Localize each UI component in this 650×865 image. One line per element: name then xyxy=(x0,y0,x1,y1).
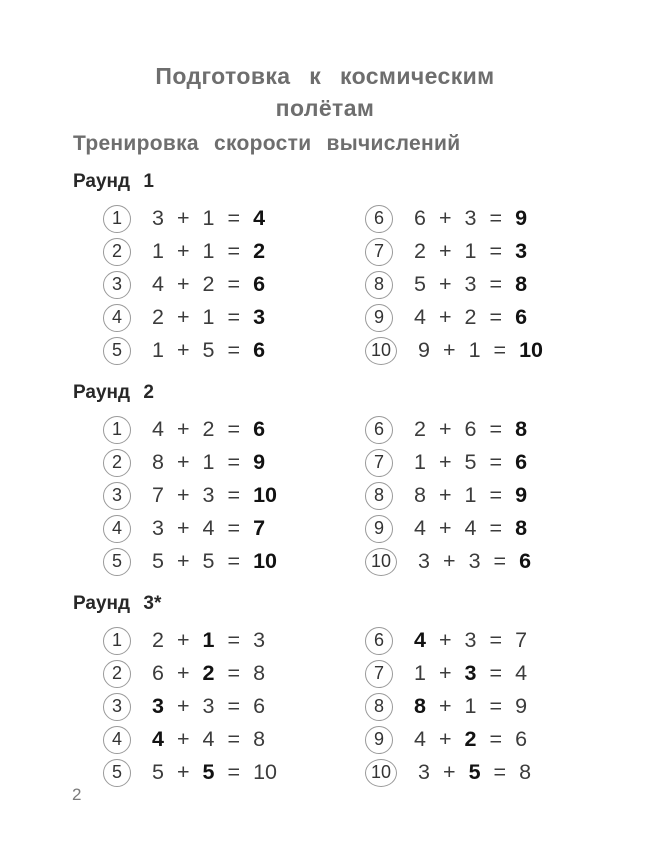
equation-term: 9 xyxy=(253,450,266,474)
equation xyxy=(414,305,527,330)
equation-term: = xyxy=(489,727,503,751)
equation-row xyxy=(335,202,650,235)
equation-row xyxy=(335,235,650,268)
equation-term: + xyxy=(176,417,190,441)
equation-term: 8 xyxy=(253,661,266,685)
round-2-section xyxy=(73,382,650,578)
equation-term: 1 xyxy=(152,239,164,263)
equation-term: 3 xyxy=(464,206,477,230)
equation xyxy=(152,549,277,574)
equation-term: 6 xyxy=(515,727,528,751)
item-number-circle: 6 xyxy=(365,416,393,444)
equation-term: + xyxy=(176,549,190,573)
equation-row xyxy=(335,624,650,657)
equation-term: 1 xyxy=(464,239,477,263)
equation xyxy=(152,516,265,541)
item-number-circle: 9 xyxy=(365,515,393,543)
equation-term: 5 xyxy=(414,272,426,296)
equation-term: 4 xyxy=(152,727,164,751)
equation-term: 8 xyxy=(152,450,164,474)
item-number-circle: 4 xyxy=(103,515,131,543)
equation-term: 1 xyxy=(202,305,215,329)
equation xyxy=(414,272,527,297)
equation-term: 3 xyxy=(152,206,164,230)
item-number-circle: 5 xyxy=(103,759,131,787)
equation xyxy=(414,628,527,653)
equation xyxy=(152,305,265,330)
equation xyxy=(152,694,265,719)
equation xyxy=(414,239,527,264)
equation xyxy=(152,417,265,442)
round-2-equations xyxy=(73,413,650,578)
equation xyxy=(414,450,527,475)
equation-row xyxy=(335,690,650,723)
equation-term: + xyxy=(443,549,456,573)
equation-term: 2 xyxy=(414,417,426,441)
equation-term: + xyxy=(438,628,452,652)
equation-term: 4 xyxy=(515,661,528,685)
equation-term: + xyxy=(438,272,452,296)
equation-term: 7 xyxy=(515,628,528,652)
equation-term: + xyxy=(176,760,190,784)
equation-term: 6 xyxy=(253,417,266,441)
equation-term: = xyxy=(493,338,507,362)
equation-term: 1 xyxy=(464,483,477,507)
equation-term: 2 xyxy=(202,417,215,441)
item-number-circle: 9 xyxy=(365,304,393,332)
item-number-circle: 2 xyxy=(103,449,131,477)
equation-term: 8 xyxy=(515,272,528,296)
item-number-circle: 5 xyxy=(103,337,131,365)
equation-term: 10 xyxy=(253,760,277,784)
item-number-circle: 10 xyxy=(365,548,397,576)
equation-term: 2 xyxy=(414,239,426,263)
equation-term: = xyxy=(227,694,241,718)
item-number-circle: 7 xyxy=(365,449,393,477)
equation-term: = xyxy=(227,727,241,751)
item-number-circle: 4 xyxy=(103,726,131,754)
equation-term: 8 xyxy=(253,727,266,751)
equation xyxy=(152,628,265,653)
equation-row xyxy=(335,413,650,446)
equation-term: + xyxy=(438,661,452,685)
equation-row xyxy=(73,268,335,301)
item-number-circle: 4 xyxy=(103,304,131,332)
equation-term: + xyxy=(176,516,190,540)
equation-row xyxy=(335,657,650,690)
equation-term: 3 xyxy=(515,239,528,263)
equation-term: = xyxy=(493,760,507,784)
equation-term: = xyxy=(227,338,241,362)
equation xyxy=(152,239,265,264)
equation-term: 7 xyxy=(152,483,164,507)
equation-term: 7 xyxy=(253,516,266,540)
equation xyxy=(152,483,277,508)
equation-term: 8 xyxy=(515,417,528,441)
equation-term: = xyxy=(489,417,503,441)
equation-term: = xyxy=(227,516,241,540)
equation xyxy=(418,549,531,574)
equation-term: 3 xyxy=(464,661,477,685)
equation xyxy=(152,272,265,297)
equation-term: 4 xyxy=(253,206,266,230)
page-subtitle: Тренировка скорости вычислений xyxy=(73,132,461,155)
equation-row xyxy=(335,545,650,578)
equation-term: = xyxy=(489,450,503,474)
equation-row xyxy=(335,723,650,756)
equation-term: 2 xyxy=(464,305,477,329)
equation-term: 3 xyxy=(253,628,266,652)
item-number-circle: 1 xyxy=(103,627,131,655)
equation-term: + xyxy=(438,727,452,751)
equation-row xyxy=(335,756,650,789)
item-number-circle: 7 xyxy=(365,660,393,688)
item-number-circle: 10 xyxy=(365,337,397,365)
equation-row xyxy=(73,413,335,446)
equation-term: = xyxy=(489,516,503,540)
page-title xyxy=(10,60,640,124)
equation-term: 4 xyxy=(152,272,164,296)
round-3-section xyxy=(73,593,650,789)
equation-term: + xyxy=(176,239,190,263)
item-number-circle: 8 xyxy=(365,693,393,721)
round-1-heading: Раунд 1 xyxy=(73,171,154,192)
equation-term: 3 xyxy=(253,305,266,329)
equation-term: + xyxy=(176,661,190,685)
equation xyxy=(418,338,543,363)
equation-term: 5 xyxy=(152,549,164,573)
equation-term: + xyxy=(438,417,452,441)
equation-term: = xyxy=(489,272,503,296)
equation-term: + xyxy=(438,206,452,230)
equation-term: 6 xyxy=(253,272,266,296)
equation-term: = xyxy=(489,628,503,652)
equation xyxy=(152,760,277,785)
equation-row xyxy=(73,334,335,367)
round-3-heading: Раунд 3* xyxy=(73,593,162,614)
equation-term: = xyxy=(489,206,503,230)
equation-row xyxy=(73,657,335,690)
item-number-circle: 5 xyxy=(103,548,131,576)
equation-term: 4 xyxy=(414,305,426,329)
equation-term: 3 xyxy=(202,694,215,718)
equation-term: 10 xyxy=(253,549,277,573)
equation-row xyxy=(335,446,650,479)
equation-term: 6 xyxy=(464,417,477,441)
equation-term: + xyxy=(176,483,190,507)
equation-term: + xyxy=(176,628,190,652)
equation-term: + xyxy=(443,760,456,784)
equation-row xyxy=(73,479,335,512)
equation-term: 5 xyxy=(202,338,215,362)
equation xyxy=(414,516,527,541)
equation-row xyxy=(73,624,335,657)
equation-term: + xyxy=(176,450,190,474)
item-number-circle: 2 xyxy=(103,660,131,688)
equation-row xyxy=(335,479,650,512)
equation-term: 6 xyxy=(414,206,426,230)
equation-term: 3 xyxy=(464,628,477,652)
equation-term: 4 xyxy=(202,516,215,540)
equation-term: = xyxy=(227,206,241,230)
equation-term: + xyxy=(176,305,190,329)
page-number: 2 xyxy=(72,785,82,804)
equation-row xyxy=(73,235,335,268)
equation-term: + xyxy=(443,338,456,362)
equation-term: = xyxy=(489,661,503,685)
equation-term: 2 xyxy=(152,628,164,652)
equation-term: = xyxy=(489,239,503,263)
item-number-circle: 3 xyxy=(103,271,131,299)
equation-term: 5 xyxy=(202,760,215,784)
item-number-circle: 9 xyxy=(365,726,393,754)
equation-term: + xyxy=(438,239,452,263)
equation-row xyxy=(335,334,650,367)
equation-term: = xyxy=(489,305,503,329)
equation-term: = xyxy=(227,661,241,685)
equation-term: 5 xyxy=(468,760,481,784)
equation-term: 2 xyxy=(152,305,164,329)
equation xyxy=(152,450,265,475)
equation-term: 8 xyxy=(414,483,426,507)
equation-term: + xyxy=(176,272,190,296)
equation-term: 1 xyxy=(414,661,426,685)
equation-term: 3 xyxy=(152,516,164,540)
equation-term: + xyxy=(438,516,452,540)
item-number-circle: 6 xyxy=(365,627,393,655)
equation-row xyxy=(335,301,650,334)
equation-term: 4 xyxy=(414,628,426,652)
equation-term: 4 xyxy=(202,727,215,751)
item-number-circle: 10 xyxy=(365,759,397,787)
equation-term: = xyxy=(493,549,507,573)
equation-term: 3 xyxy=(152,694,164,718)
equation-term: 1 xyxy=(152,338,164,362)
equation xyxy=(152,206,265,231)
equation-term: 3 xyxy=(418,549,430,573)
equation-term: = xyxy=(227,760,241,784)
equation-term: 9 xyxy=(515,694,528,718)
equation-term: = xyxy=(227,483,241,507)
equation-term: + xyxy=(176,338,190,362)
equation-term: 6 xyxy=(152,661,164,685)
item-number-circle: 8 xyxy=(365,271,393,299)
equation-term: 9 xyxy=(418,338,430,362)
equation-term: 2 xyxy=(202,272,215,296)
equation-term: 10 xyxy=(519,338,544,362)
equation-term: 8 xyxy=(519,760,532,784)
equation-term: 5 xyxy=(464,450,477,474)
equation xyxy=(414,483,527,508)
equation-term: = xyxy=(227,450,241,474)
equation-term: 3 xyxy=(418,760,430,784)
equation-row xyxy=(73,512,335,545)
round-2-heading: Раунд 2 xyxy=(73,382,154,403)
equation xyxy=(414,661,527,686)
item-number-circle: 1 xyxy=(103,205,131,233)
round-3-equations xyxy=(73,624,650,789)
equation-term: 4 xyxy=(414,516,426,540)
equation-row xyxy=(335,512,650,545)
page-title-line-2: полётам xyxy=(275,95,375,121)
equation xyxy=(152,338,265,363)
equation xyxy=(414,417,527,442)
equation-term: = xyxy=(227,272,241,296)
equation-term: 10 xyxy=(253,483,277,507)
equation-row xyxy=(73,446,335,479)
equation-term: 4 xyxy=(414,727,426,751)
equation-row xyxy=(73,690,335,723)
item-number-circle: 1 xyxy=(103,416,131,444)
equation-row xyxy=(73,301,335,334)
equation-term: 9 xyxy=(515,206,528,230)
equation-term: 4 xyxy=(464,516,477,540)
equation-term: + xyxy=(176,694,190,718)
equation-term: = xyxy=(227,549,241,573)
equation-term: 1 xyxy=(202,628,215,652)
equation xyxy=(152,727,265,752)
equation-term: 6 xyxy=(253,338,266,362)
item-number-circle: 8 xyxy=(365,482,393,510)
equation-term: = xyxy=(227,417,241,441)
item-number-circle: 3 xyxy=(103,693,131,721)
equation-term: + xyxy=(176,727,190,751)
equation-term: 3 xyxy=(468,549,481,573)
equation-term: 3 xyxy=(464,272,477,296)
equation-term: + xyxy=(438,305,452,329)
equation xyxy=(414,206,527,231)
equation-term: 6 xyxy=(515,305,528,329)
page-title-line-1: Подготовка к космическим xyxy=(155,63,495,89)
equation-term: = xyxy=(227,239,241,263)
equation xyxy=(414,694,527,719)
equation-term: 6 xyxy=(253,694,266,718)
equation-term: + xyxy=(438,483,452,507)
equation xyxy=(418,760,531,785)
equation-row xyxy=(335,268,650,301)
equation-term: 4 xyxy=(152,417,164,441)
equation-term: 1 xyxy=(414,450,426,474)
equation-term: 1 xyxy=(202,239,215,263)
equation-term: 1 xyxy=(464,694,477,718)
equation-term: 2 xyxy=(202,661,215,685)
equation xyxy=(152,661,265,686)
equation-term: + xyxy=(176,206,190,230)
round-1-equations xyxy=(73,202,650,367)
equation-term: 3 xyxy=(202,483,215,507)
equation xyxy=(414,727,527,752)
equation-term: 8 xyxy=(414,694,426,718)
equation-term: 2 xyxy=(253,239,266,263)
item-number-circle: 7 xyxy=(365,238,393,266)
item-number-circle: 2 xyxy=(103,238,131,266)
equation-term: = xyxy=(227,628,241,652)
equation-term: 1 xyxy=(202,206,215,230)
equation-row xyxy=(73,723,335,756)
equation-term: = xyxy=(489,483,503,507)
equation-term: + xyxy=(438,450,452,474)
equation-row xyxy=(73,756,335,789)
equation-term: 5 xyxy=(152,760,164,784)
equation-term: 1 xyxy=(468,338,481,362)
equation-row xyxy=(73,202,335,235)
equation-term: 6 xyxy=(519,549,532,573)
equation-row xyxy=(73,545,335,578)
item-number-circle: 6 xyxy=(365,205,393,233)
equation-term: = xyxy=(489,694,503,718)
equation-term: = xyxy=(227,305,241,329)
item-number-circle: 3 xyxy=(103,482,131,510)
equation-term: 8 xyxy=(515,516,528,540)
round-1-section xyxy=(73,171,650,367)
equation-term: 5 xyxy=(202,549,215,573)
equation-term: 1 xyxy=(202,450,215,474)
equation-term: 9 xyxy=(515,483,528,507)
equation-term: 2 xyxy=(464,727,477,751)
equation-term: 6 xyxy=(515,450,528,474)
equation-term: + xyxy=(438,694,452,718)
